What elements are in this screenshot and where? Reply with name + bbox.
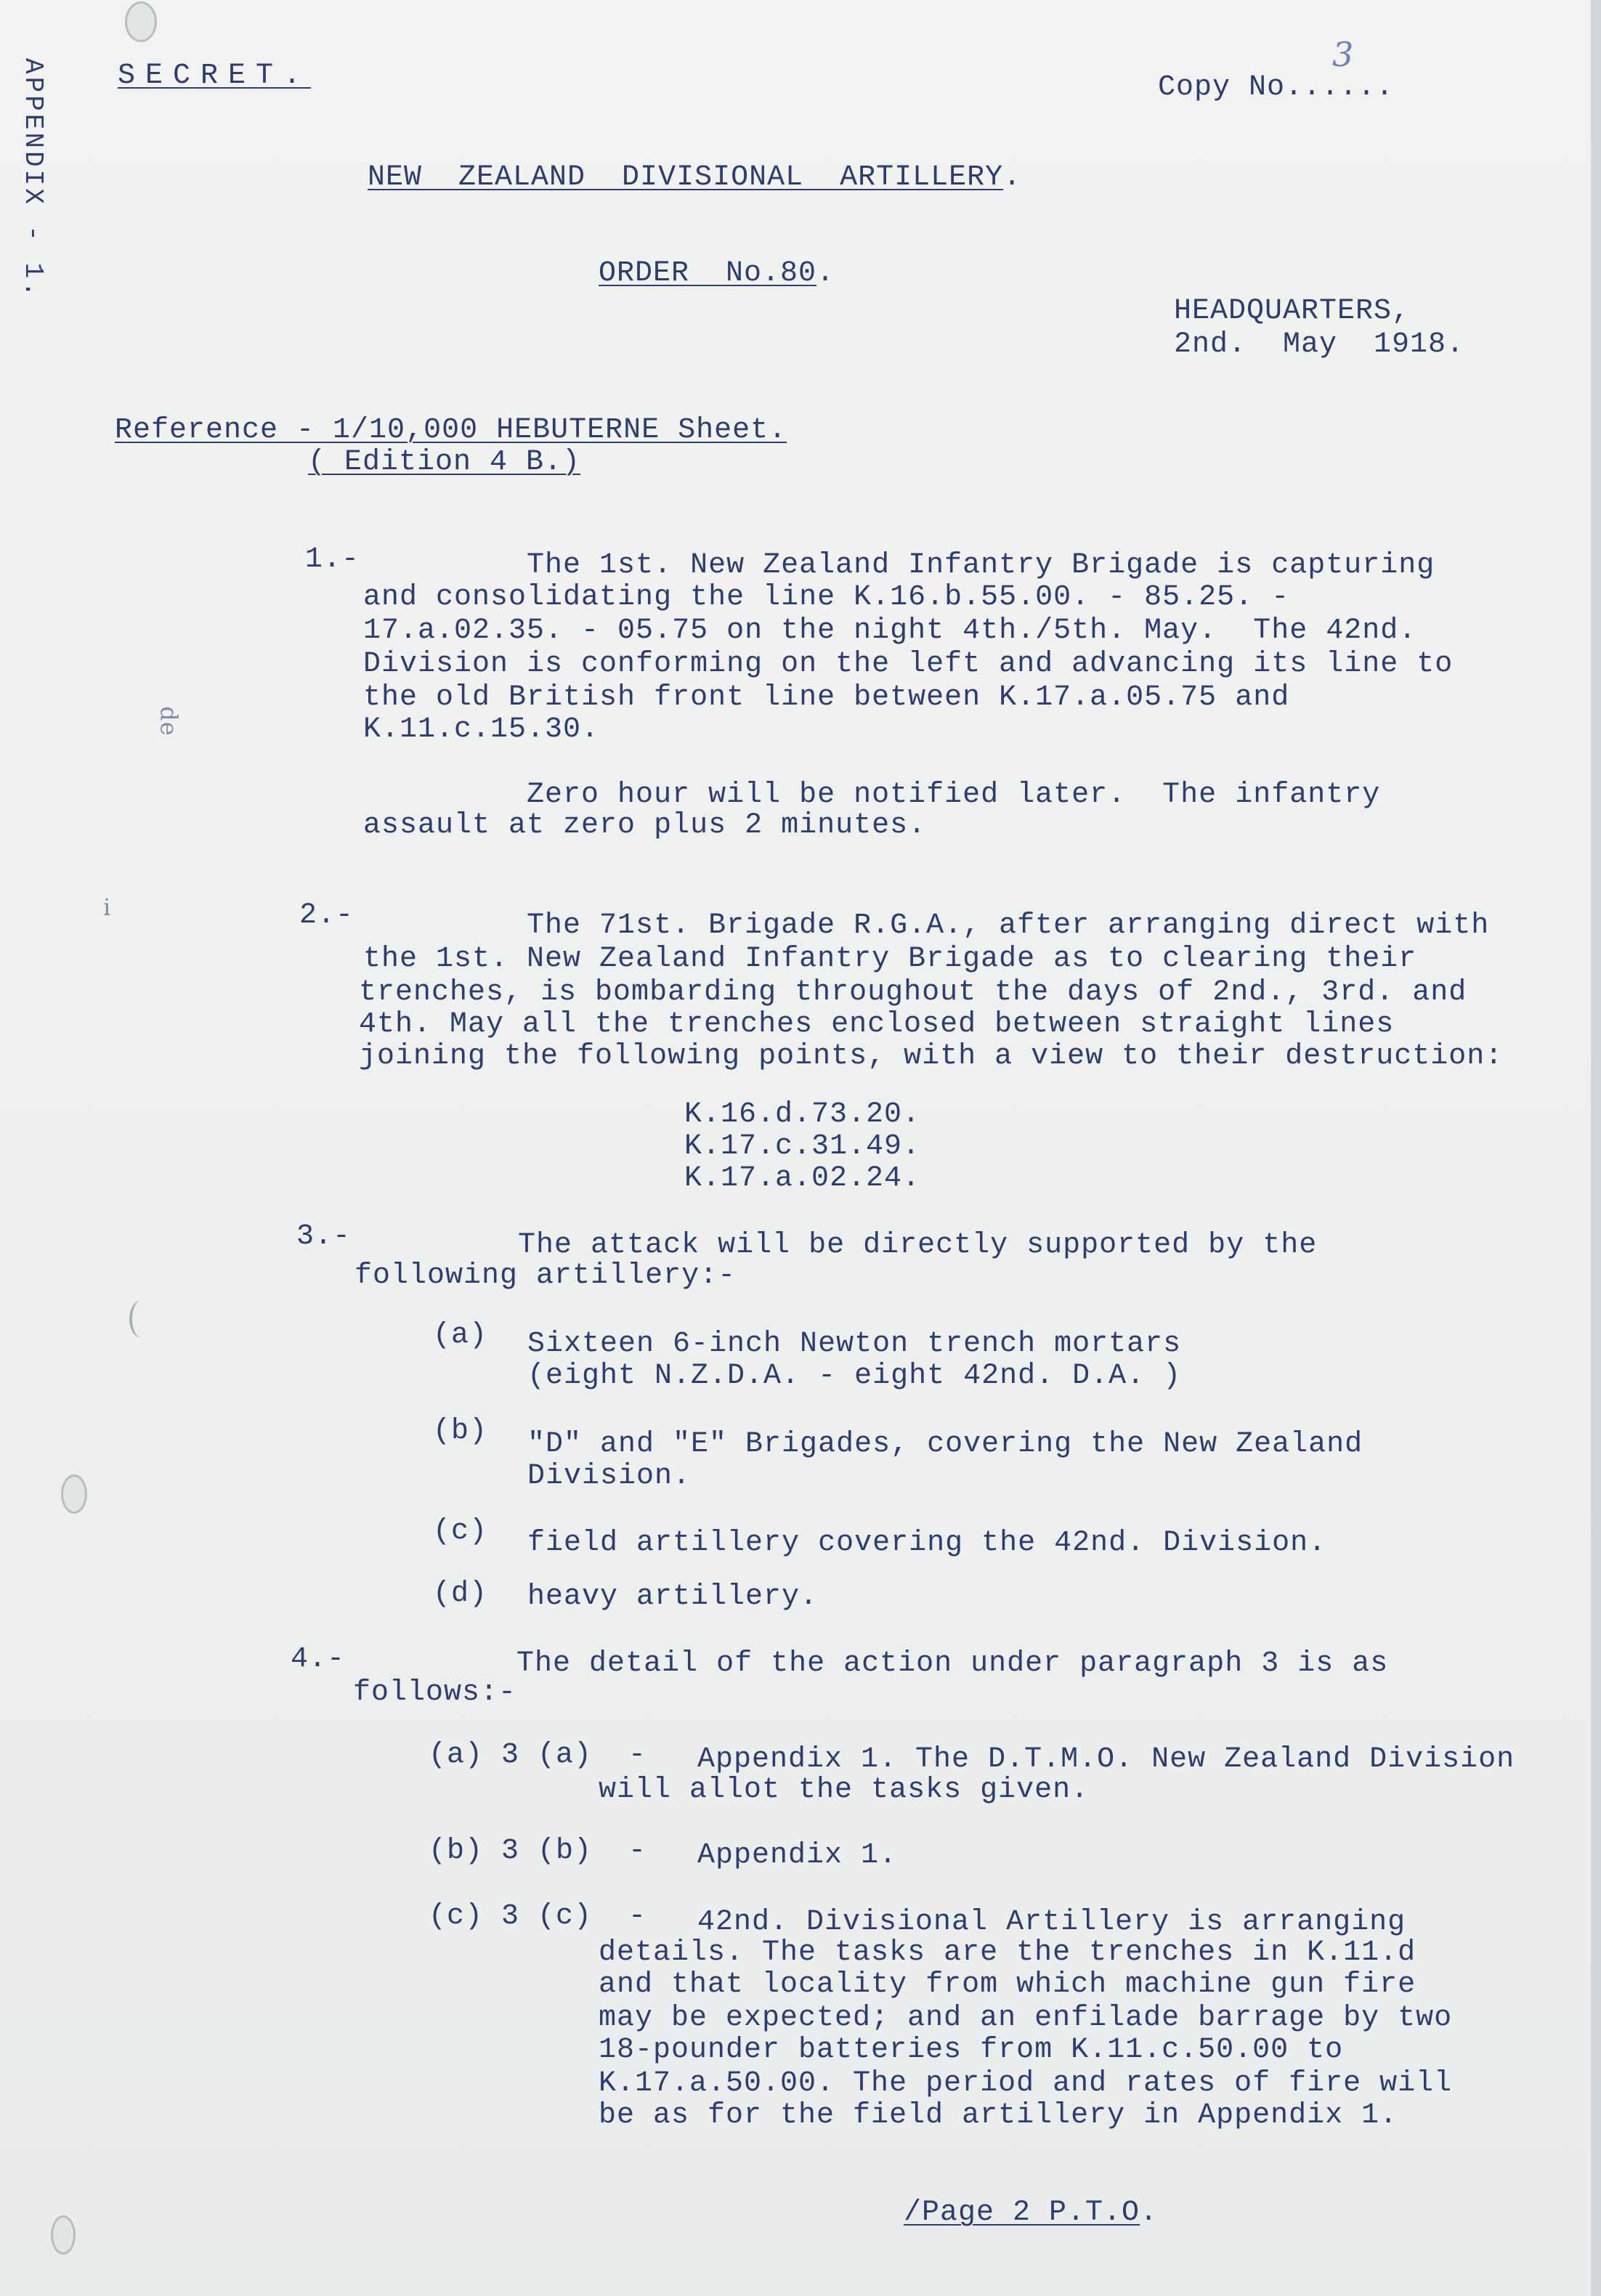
reference-edition: ( Edition 4 B.) (308, 446, 581, 479)
para1-line: 17.a.02.35. - 05.75 on the night 4th./5th. May. The 42nd. (363, 614, 1417, 647)
para4-item-line: Appendix 1. (697, 1839, 898, 1872)
zero-hour-line: assault at zero plus 2 minutes. (363, 809, 927, 842)
grid-point: K.16.d.73.20. (684, 1098, 921, 1131)
para1-line: Division is conforming on the left and advancing its line to (363, 648, 1454, 681)
para1-line: The 1st. New Zealand Infantry Brigade is capturing (363, 549, 1435, 582)
secret-text: SECRET. (118, 60, 312, 92)
secret-heading (118, 60, 311, 93)
para4-item-label: (a) 3 (a) - (429, 1739, 647, 1772)
reference-line: Reference - 1/10,000 HEBUTERNE Sheet. (115, 414, 787, 447)
margin-stamp-mark-2: i (103, 893, 112, 921)
para3-item-label: (c) (433, 1515, 488, 1548)
para4-item-line: 42nd. Divisional Artillery is arranging (697, 1906, 1406, 1939)
copy-number-handwritten: 3 (1332, 35, 1355, 74)
para3-item-line: (eight N.Z.D.A. - eight 42nd. D.A. ) (527, 1360, 1182, 1392)
para3-item-line: heavy artillery. (527, 1581, 819, 1613)
document-title-text: NEW ZEALAND DIVISIONAL ARTILLERY (368, 161, 1004, 194)
punch-hole-upper (129, 1300, 154, 1338)
para2-line: joining the following points, with a view to their destruction: (359, 1040, 1504, 1073)
para1-line: K.11.c.15.30. (363, 713, 600, 746)
para3-item-line: Division. (527, 1460, 692, 1493)
document-title-stop: . (1003, 161, 1022, 194)
grid-point: K.17.a.02.24. (684, 1162, 921, 1195)
para4-line: The detail of the action under paragraph 3 is as (353, 1647, 1389, 1680)
para4-item-line: K.17.a.50.00. The period and rates of fire will (599, 2067, 1453, 2100)
para3-number: 3.- (296, 1220, 352, 1253)
appendix-side-label: APPENDIX - 1. (18, 58, 48, 300)
para1-number: 1.- (305, 543, 360, 576)
para4-item-line: details. The tasks are the trenches in K.11.d (599, 1936, 1416, 1969)
para4-item-label: (b) 3 (b) - (429, 1835, 647, 1867)
para4-item-line: may be expected; and an enfilade barrage by two (599, 2002, 1453, 2035)
page-edge-shadow (1591, 0, 1601, 2296)
order-number-text: ORDER No.80 (599, 257, 817, 290)
grid-point: K.17.c.31.49. (684, 1130, 921, 1163)
para2-line: 4th. May all the trenches enclosed between straight lines (359, 1008, 1395, 1041)
para2-number: 2.- (299, 899, 354, 932)
order-number (599, 257, 835, 291)
para3-item-label: (b) (433, 1415, 488, 1448)
punch-hole-bottom (51, 2215, 76, 2255)
punch-hole-top (125, 1, 157, 42)
margin-stamp-mark: de (155, 706, 183, 737)
para1-line: the old British front line between K.17.a.05.75 and (363, 681, 1290, 714)
para4-item-line: and that locality from which machine gun fire (599, 1968, 1416, 2001)
para2-line: trenches, is bombarding throughout the days of 2nd., 3rd. and (359, 976, 1467, 1009)
para3-item-line: Sixteen 6-inch Newton trench mortars (527, 1328, 1182, 1360)
headquarters-label: HEADQUARTERS, (1174, 295, 1411, 328)
order-date: 2nd. May 1918. (1174, 328, 1465, 361)
document-title (368, 161, 1021, 195)
para4-item-line: 18-pounder batteries from K.11.c.50.00 to (599, 2034, 1344, 2066)
page-turn-note (904, 2196, 1158, 2230)
zero-hour-line: Zero hour will be notified later. The infantry (363, 779, 1381, 811)
copy-number-label: Copy No...... (1158, 71, 1395, 104)
para4-number: 4.- (291, 1643, 346, 1676)
para3-line: The attack will be directly supported by the (354, 1229, 1318, 1262)
para3-item-label: (d) (433, 1578, 488, 1610)
punch-hole-middle (61, 1474, 87, 1514)
para4-item-line: be as for the field artillery in Appendix 1. (599, 2099, 1398, 2132)
page-turn-text: /Page 2 P.T.O (904, 2196, 1140, 2229)
para4-item-line: will allot the tasks given. (599, 1774, 1090, 1806)
para4-item-label: (c) 3 (c) - (429, 1900, 647, 1933)
para4-line: follows:- (353, 1676, 517, 1709)
para4-item-line: Appendix 1. The D.T.M.O. New Zealand Division (697, 1743, 1515, 1776)
para3-item-line: field artillery covering the 42nd. Division. (527, 1527, 1327, 1559)
para2-line: The 71st. Brigade R.G.A., after arranging direct with (363, 909, 1490, 942)
para3-line: following artillery:- (354, 1259, 737, 1292)
page-turn-stop: . (1140, 2196, 1159, 2229)
para3-item-label: (a) (433, 1319, 488, 1352)
para1-line: and consolidating the line K.16.b.55.00. - 85.25. - (363, 581, 1290, 614)
para2-line: the 1st. New Zealand Infantry Brigade as to clearing their (363, 943, 1417, 975)
order-number-stop: . (816, 257, 835, 290)
para3-item-line: "D" and "E" Brigades, covering the New Zealand (527, 1428, 1363, 1461)
